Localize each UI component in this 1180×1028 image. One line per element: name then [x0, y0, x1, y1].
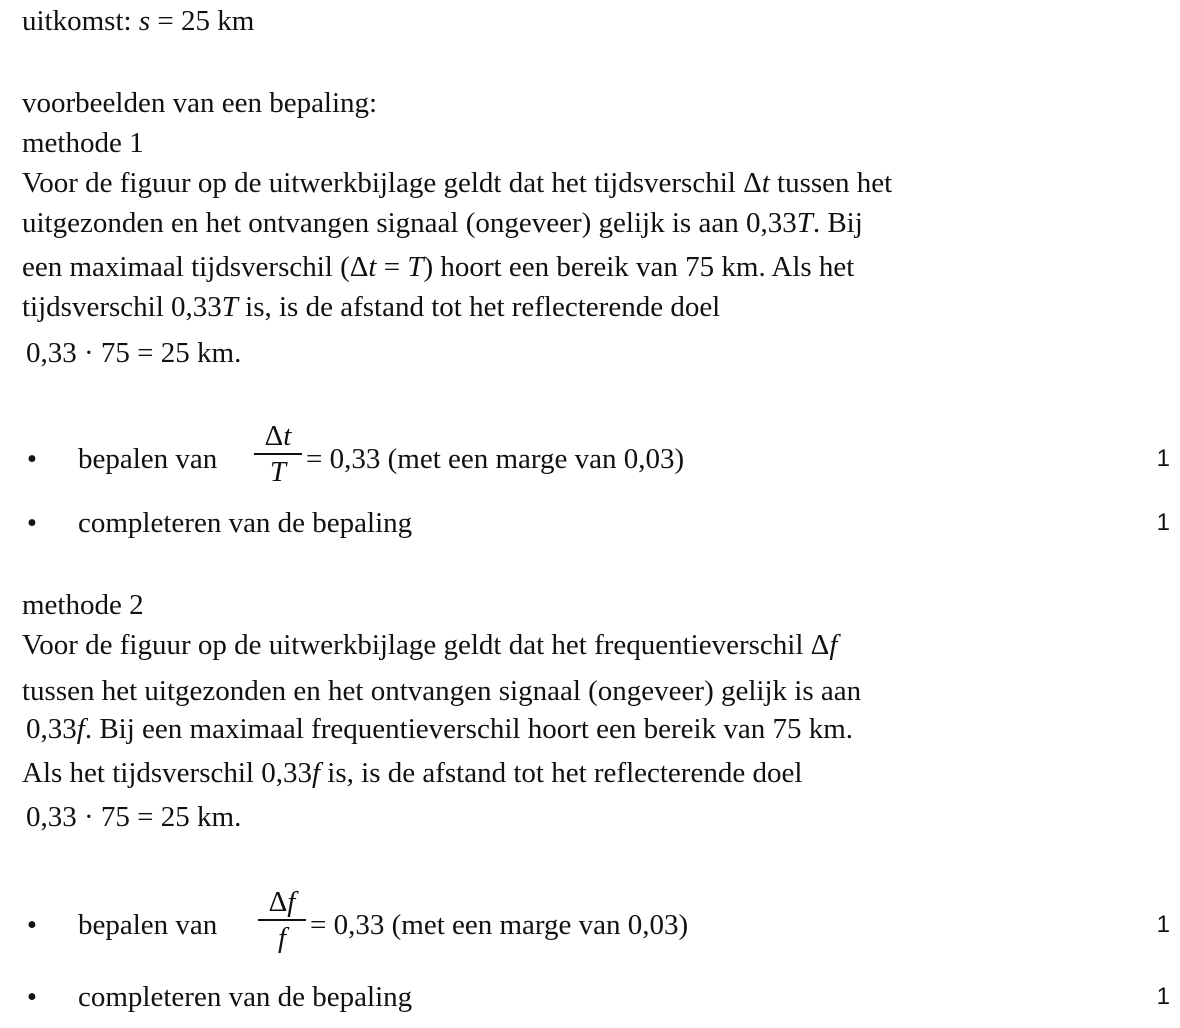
method1-line1 [22, 166, 892, 200]
outcome-line [22, 4, 254, 38]
method1-line2 [22, 206, 863, 240]
method1-line2-number: 0,33 [745, 207, 797, 239]
method2-fraction-numerator [258, 886, 306, 918]
method1-line1-text-b: tussen het [769, 167, 893, 199]
method2-bullet1-marker: • [26, 909, 38, 941]
method1-bullet2-marker: • [26, 507, 38, 539]
method2-line5: 0,33 · 75 = 25 km. [26, 801, 242, 833]
method1-line4-text-a: tijdsverschil [22, 291, 172, 323]
method2-bullet2-marker: • [26, 981, 38, 1013]
method2-line1-delta: Δ [810, 629, 830, 661]
method1-line4-text-b: is, is de afstand tot het reflecterende doel [237, 291, 721, 323]
method1-bullet2-text: completeren van de bepaling [78, 507, 413, 539]
method2-line1 [22, 628, 837, 662]
method1-line3-text-b: ) hoort een bereik van 75 km. Als het [423, 251, 855, 283]
method2-bullet1-text: bepalen van [78, 909, 218, 941]
method1-line3-text-a: een maximaal tijdsverschil ( [22, 251, 350, 283]
method2-line3-number: 0,33 [26, 713, 77, 745]
method1-line4-var: T [221, 291, 238, 323]
outcome-variable: s [138, 5, 151, 37]
method1-line1-var: t [761, 167, 770, 199]
method2-fraction-bar [258, 919, 306, 921]
method1-line2-text-a: uitgezonden en het ontvangen signaal (ongeveer) gelijk is aan [22, 207, 746, 239]
method2-fraction-delta: Δ [268, 886, 288, 918]
method2-line4-text-a: Als het tijdsverschil [22, 757, 262, 789]
method1-line3-delta: Δ [349, 251, 369, 283]
method1-line1-delta: Δ [743, 167, 762, 199]
method1-fraction-denominator: T [269, 456, 287, 488]
method2-line3-text: . Bij een maximaal frequentieverschil hoort een bereik van 75 km. [84, 713, 854, 745]
method2-line4-var: f [311, 757, 321, 789]
outcome-value: = 25 km [157, 5, 255, 37]
method1-line2-text-b: . Bij [812, 207, 863, 239]
method2-bullet1-points: 1 [1156, 911, 1170, 938]
method2-bullet1-rest: = 0,33 (met een marge van 0,03) [310, 909, 689, 941]
method2-line2: tussen het uitgezonden en het ontvangen signaal (ongeveer) gelijk is aan [22, 675, 862, 707]
method2-line4-text-b: is, is de afstand tot het reflecterende doel [320, 757, 803, 789]
method2-fraction-num-var: f [287, 886, 296, 918]
method1-bullet1-rest: = 0,33 (met een marge van 0,03) [306, 443, 685, 475]
intro-line: voorbeelden van een bepaling: [22, 87, 378, 119]
method2-bullet2-text: completeren van de bepaling [78, 981, 413, 1013]
method2-fraction [258, 886, 306, 954]
method1-line3-eq: = [376, 251, 408, 283]
method1-bullet1-marker: • [26, 443, 38, 475]
method1-line3-T: T [407, 251, 424, 283]
method1-bullet1-text: bepalen van [78, 443, 218, 475]
method1-fraction [254, 420, 302, 488]
method2-fraction-denominator: f [277, 922, 287, 954]
method2-line3-var: f [76, 713, 85, 745]
method1-bullet1-points: 1 [1156, 445, 1170, 472]
method1-fraction-num-var: t [283, 420, 292, 452]
method1-line3 [22, 250, 854, 284]
outcome-label: uitkomst: [22, 5, 132, 37]
method1-line4 [22, 290, 720, 324]
method1-fraction-numerator [254, 420, 302, 452]
method2-line1-text-a: Voor de figuur op de uitwerkbijlage geldt dat het frequentieverschil [22, 629, 811, 661]
method1-line4-number: 0,33 [171, 291, 222, 323]
method1-bullet2-points: 1 [1156, 509, 1170, 536]
method2-line4-number: 0,33 [261, 757, 312, 789]
method2-title: methode 2 [22, 589, 144, 621]
method2-line3 [26, 712, 853, 746]
method1-line2-var: T [796, 207, 813, 239]
method1-line3-t: t [368, 251, 377, 283]
method2-bullet2-points: 1 [1156, 983, 1170, 1010]
method2-line1-var: f [829, 629, 838, 661]
method1-line5: 0,33 · 75 = 25 km. [26, 337, 242, 369]
method1-line1-text-a: Voor de figuur op de uitwerkbijlage geldt dat het tijdsverschil [22, 167, 744, 199]
method1-title: methode 1 [22, 127, 144, 159]
method2-line4 [22, 756, 802, 790]
method1-fraction-bar [254, 453, 302, 455]
method1-fraction-delta: Δ [264, 420, 284, 452]
